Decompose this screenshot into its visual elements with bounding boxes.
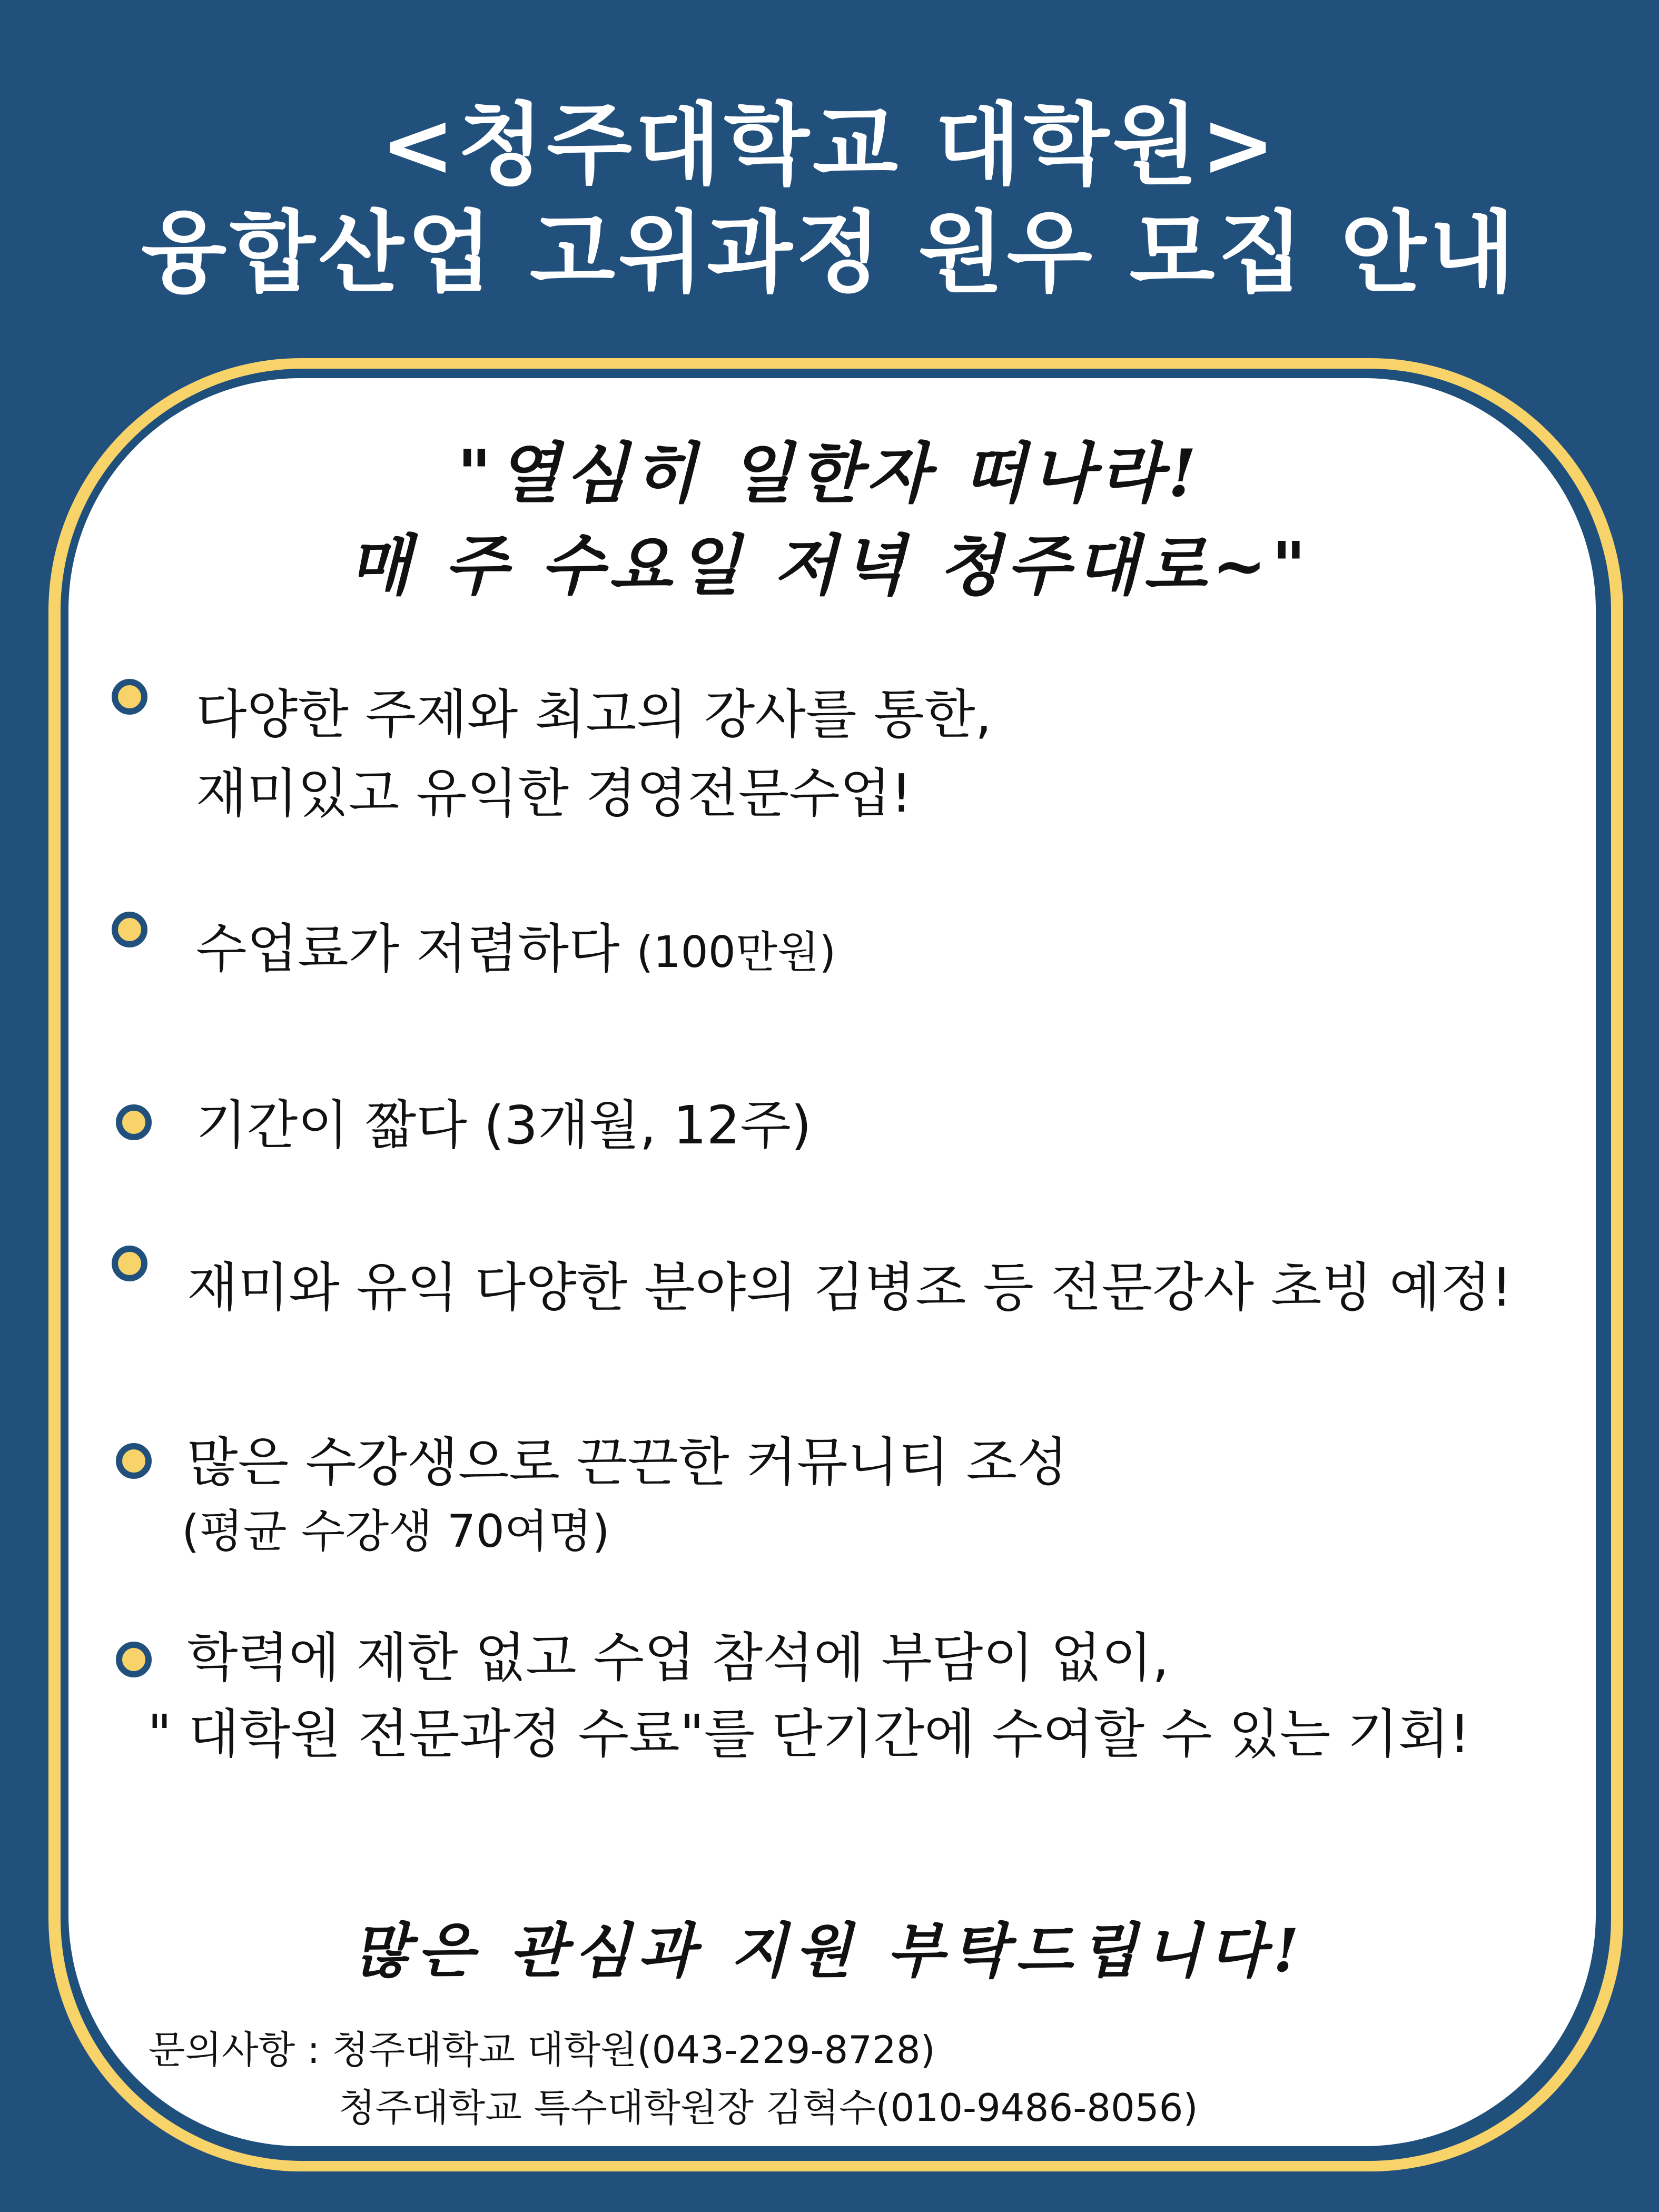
closing-message: 많은 관심과 지원 부탁드립니다! bbox=[352, 1917, 1307, 1986]
bullet-icon bbox=[112, 679, 147, 715]
item-2-note: (100만원) bbox=[636, 927, 836, 977]
title-line-2: 융합산업 고위과정 원우 모집 안내 bbox=[141, 201, 1518, 304]
bullet-icon bbox=[116, 1443, 152, 1479]
item-4: 재미와 유익 다양한 분야의 김병조 등 전문강사 초빙 예정! bbox=[187, 1257, 1513, 1318]
item-2-text: 수업료가 저렴하다 bbox=[196, 918, 620, 980]
title-line-1: <청주대학교 대학원> bbox=[380, 93, 1279, 196]
item-5-line-2: (평균 수강생 70여명) bbox=[182, 1505, 610, 1558]
bullet-icon bbox=[116, 1104, 152, 1140]
contact-line-1: 문의사항 : 청주대학교 대학원(043-229-8728) bbox=[149, 2028, 935, 2072]
item-5-line-1: 많은 수강생으로 끈끈한 커뮤니티 조성 bbox=[187, 1431, 1068, 1493]
slogan-line-1: "열심히 일한자 떠나라! bbox=[457, 436, 1202, 512]
item-2 bbox=[196, 910, 836, 992]
bullet-icon bbox=[116, 1642, 152, 1677]
bullet-icon bbox=[112, 912, 147, 947]
item-3: 기간이 짧다 (3개월, 12주) bbox=[196, 1094, 812, 1156]
item-6-line-2: " 대학원 전문과정 수료"를 단기간에 수여할 수 있는 기회! bbox=[147, 1703, 1470, 1765]
slogan-line-2: 매 주 수요일 저녁 청주대로~" bbox=[348, 528, 1311, 604]
bullet-icon bbox=[112, 1246, 147, 1281]
contact-line-2: 청주대학교 특수대학원장 김혁수(010-9486-8056) bbox=[339, 2086, 1198, 2130]
item-1-line-1: 다양한 주제와 최고의 강사를 통한, bbox=[196, 684, 992, 745]
item-1-line-2: 재미있고 유익한 경영전문수업! bbox=[196, 763, 912, 824]
item-6-line-1: 학력에 제한 없고 수업 참석에 부담이 없이, bbox=[187, 1627, 1169, 1688]
